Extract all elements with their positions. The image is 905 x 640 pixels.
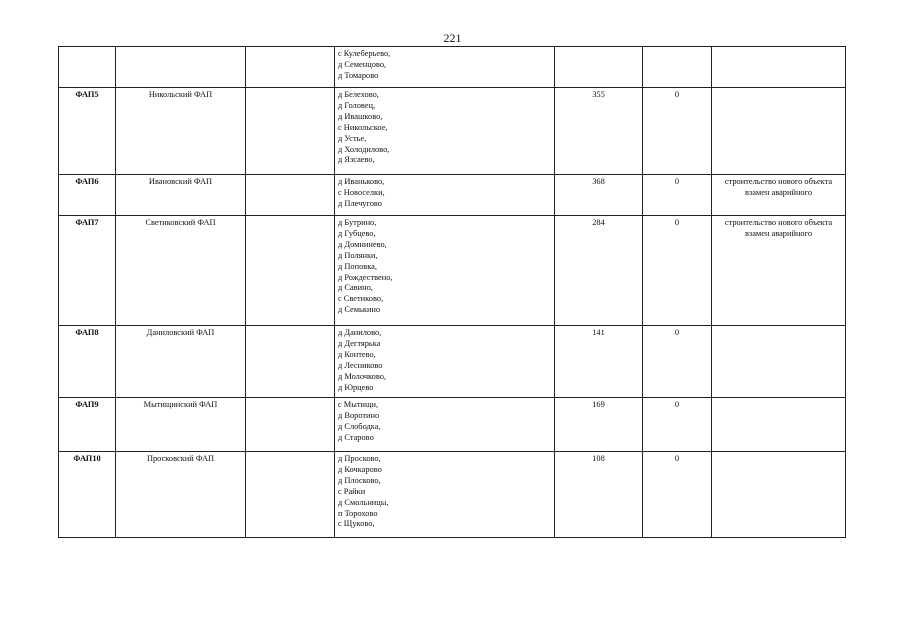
empty-cell (246, 175, 335, 216)
facility-name-cell: Ивановский ФАП (116, 175, 246, 216)
village-name: с Кулеберьево, (338, 49, 391, 58)
facility-name-cell: Никольский ФАП (116, 88, 246, 175)
village-name: д Поповка, (338, 261, 377, 271)
population-cell: 368 (555, 175, 643, 216)
status-cell: 0 (643, 216, 712, 326)
villages-cell (335, 47, 555, 88)
table-row (59, 47, 846, 88)
population-cell: 284 (555, 216, 643, 326)
village-name: с Новоселки, (338, 187, 385, 197)
page-number: 221 (443, 31, 462, 45)
empty-cell (246, 216, 335, 326)
note-cell: строительство нового объекта взамен аварийного (712, 175, 846, 216)
villages-cell (335, 88, 555, 175)
status-cell: 0 (643, 326, 712, 398)
facility-code-cell: ФАП5 (59, 88, 116, 175)
village-name: д Семькино (338, 305, 381, 315)
population-cell (555, 47, 643, 88)
note-cell (712, 452, 846, 538)
note-cell (712, 47, 846, 88)
village-name: д Плосково, (338, 475, 381, 485)
empty-cell (246, 88, 335, 175)
population-cell: 108 (555, 452, 643, 538)
facility-code-cell (59, 47, 116, 88)
village-name: д Дегтярька (338, 338, 381, 348)
status-cell (643, 47, 712, 88)
village-name: д Данилово, (338, 328, 382, 337)
table-row (59, 326, 846, 398)
villages-cell (335, 452, 555, 538)
note-cell (712, 398, 846, 452)
empty-cell (246, 326, 335, 398)
village-name: д Полянки, (338, 250, 378, 260)
facility-name-cell: Светиковский ФАП (116, 216, 246, 326)
village-name: д Савино, (338, 283, 373, 293)
note-cell (712, 326, 846, 398)
village-name: д Лесниково (338, 360, 383, 370)
note-cell: строительство нового объекта взамен аварийного (712, 216, 846, 326)
table-row (59, 398, 846, 452)
village-name: д Иваньково, (338, 177, 385, 186)
village-name: д Смольницы, (338, 497, 389, 507)
village-name: д Молочково, (338, 371, 387, 381)
population-cell: 355 (555, 88, 643, 175)
village-name: д Юрцево (338, 382, 374, 392)
empty-cell (246, 398, 335, 452)
village-name: д Кочкарово (338, 464, 382, 474)
population-cell: 169 (555, 398, 643, 452)
villages-cell (335, 175, 555, 216)
village-name: с Райки (338, 486, 366, 496)
village-name: д Просково, (338, 454, 381, 463)
facility-name-cell: Мытищинский ФАП (116, 398, 246, 452)
facility-name-cell (116, 47, 246, 88)
table-row (59, 175, 846, 216)
village-name: д Воротино (338, 410, 380, 420)
village-name: д Холодилово, (338, 144, 390, 154)
village-name: д Старово (338, 432, 374, 442)
status-cell: 0 (643, 88, 712, 175)
table-row (59, 88, 846, 175)
empty-cell (246, 452, 335, 538)
facility-code-cell: ФАП9 (59, 398, 116, 452)
village-name: д Контево, (338, 349, 376, 359)
village-name: д Ивашково, (338, 111, 383, 121)
village-name: с Щуково, (338, 519, 375, 529)
table-row (59, 216, 846, 326)
facility-table (58, 46, 846, 538)
village-name: п Торохово (338, 508, 378, 518)
village-name: д Плечугово (338, 198, 382, 208)
village-name: д Белехово, (338, 90, 379, 99)
village-name: д Рождествено, (338, 272, 393, 282)
facility-code-cell: ФАП6 (59, 175, 116, 216)
facility-code-cell: ФАП8 (59, 326, 116, 398)
status-cell: 0 (643, 398, 712, 452)
facility-code-cell: ФАП10 (59, 452, 116, 538)
village-name: д Губцево, (338, 228, 376, 238)
facility-name-cell: Просковский ФАП (116, 452, 246, 538)
village-name: д Семенцово, (338, 59, 387, 69)
village-name: с Мытищи, (338, 400, 379, 409)
status-cell: 0 (643, 452, 712, 538)
village-name: д Слободка, (338, 421, 381, 431)
villages-cell (335, 326, 555, 398)
village-name: д Головец, (338, 100, 376, 110)
village-name: д Домнинево, (338, 239, 387, 249)
note-cell (712, 88, 846, 175)
village-name: д Бутрино, (338, 218, 377, 227)
facility-code-cell: ФАП7 (59, 216, 116, 326)
villages-cell (335, 398, 555, 452)
table-body (59, 47, 846, 538)
village-name: с Никольское, (338, 122, 388, 132)
village-name: д Язсаево, (338, 155, 375, 165)
village-name: д Томарово (338, 70, 379, 80)
village-name: д Устье, (338, 133, 367, 143)
status-cell: 0 (643, 175, 712, 216)
village-name: с Светиково, (338, 294, 384, 304)
facility-name-cell: Даниловский ФАП (116, 326, 246, 398)
population-cell: 141 (555, 326, 643, 398)
empty-cell (246, 47, 335, 88)
table-row (59, 452, 846, 538)
villages-cell (335, 216, 555, 326)
